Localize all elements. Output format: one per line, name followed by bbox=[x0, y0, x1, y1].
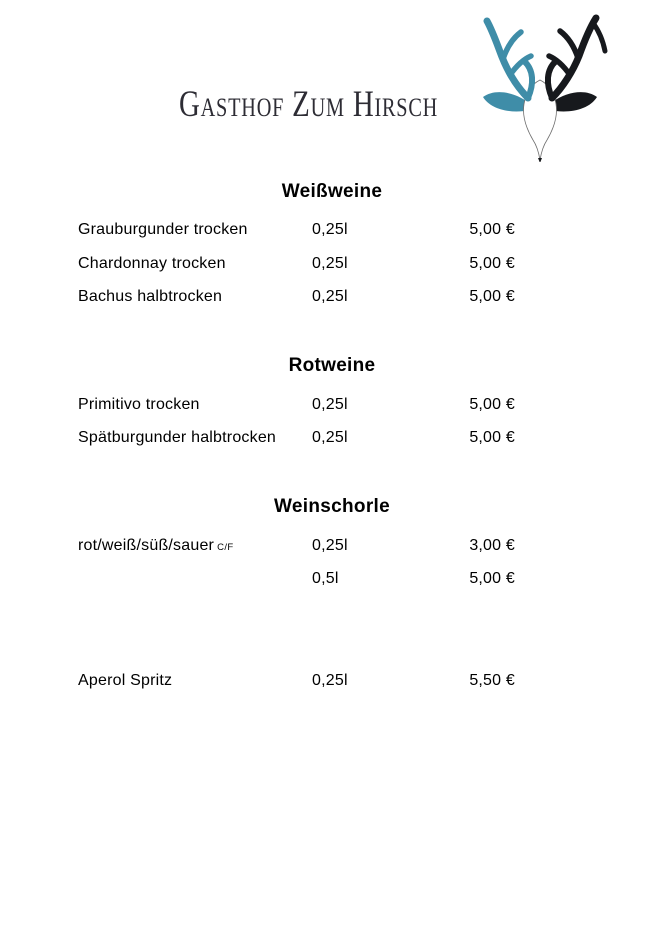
menu-row bbox=[78, 220, 515, 240]
restaurant-name: Gasthof Zum Hirsch bbox=[179, 84, 439, 125]
item-quantity: 0,25l bbox=[312, 429, 348, 446]
item-price: 5,00 € bbox=[469, 429, 515, 446]
item-price: 5,00 € bbox=[469, 396, 515, 413]
deer-left-antler bbox=[487, 21, 532, 98]
item-name: Grauburgunder trocken bbox=[78, 221, 248, 238]
item-name: Bachus halbtrocken bbox=[78, 288, 223, 305]
menu-row bbox=[78, 569, 515, 589]
menu-row bbox=[78, 254, 515, 274]
item-quantity: 0,25l bbox=[312, 537, 348, 554]
item-price: 5,00 € bbox=[469, 221, 515, 238]
menu-row bbox=[78, 395, 515, 415]
item-note: C/F bbox=[217, 542, 234, 553]
item-price: 5,00 € bbox=[469, 255, 515, 272]
item-quantity: 0,25l bbox=[312, 255, 348, 272]
section-title-rotweine: Rotweine bbox=[288, 355, 376, 376]
section-title-weinschorle: Weinschorle bbox=[274, 496, 390, 517]
item-quantity: 0,25l bbox=[312, 221, 348, 238]
menu-row bbox=[78, 287, 515, 307]
menu-row bbox=[78, 428, 515, 448]
deer-head-logo-icon bbox=[450, 12, 635, 162]
menu-row bbox=[78, 536, 515, 558]
item-name: Aperol Spritz bbox=[78, 672, 173, 689]
item-name: Chardonnay trocken bbox=[78, 255, 226, 272]
menu-row bbox=[78, 671, 515, 691]
item-quantity: 0,5l bbox=[312, 570, 339, 587]
item-price: 5,00 € bbox=[469, 288, 515, 305]
item-quantity: 0,25l bbox=[312, 288, 348, 305]
item-quantity: 0,25l bbox=[312, 396, 348, 413]
item-name: rot/weiß/süß/sauer C/F bbox=[78, 537, 234, 554]
item-quantity: 0,25l bbox=[312, 672, 348, 689]
item-name: Primitivo trocken bbox=[78, 396, 200, 413]
section-title-weissweine: Weißweine bbox=[281, 181, 383, 202]
item-name: Spätburgunder halbtrocken bbox=[78, 429, 277, 446]
item-price: 5,50 € bbox=[469, 672, 515, 689]
deer-nose bbox=[538, 158, 542, 162]
deer-right-antler bbox=[548, 18, 605, 98]
item-price: 5,00 € bbox=[469, 570, 515, 587]
item-price: 3,00 € bbox=[469, 537, 515, 554]
